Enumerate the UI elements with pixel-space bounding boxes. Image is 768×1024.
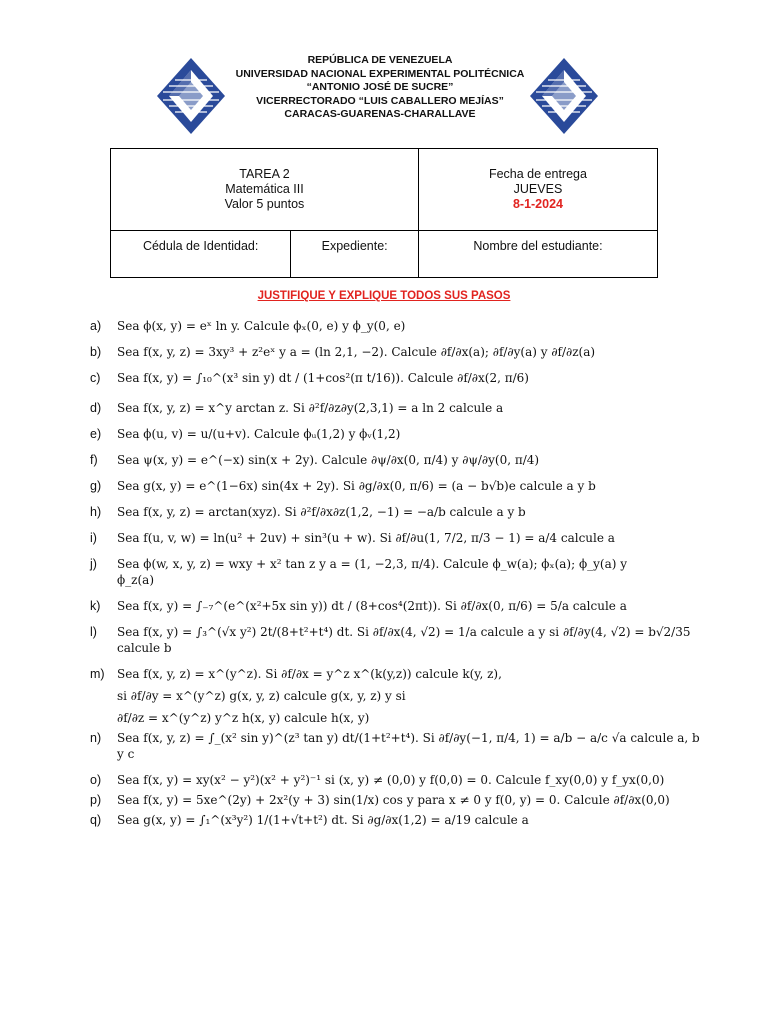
problem-statement — [117, 556, 707, 588]
student-name-label: Nombre del estudiante: — [473, 239, 603, 253]
problem-label: h) — [90, 505, 102, 519]
problem-item — [90, 792, 710, 808]
problem-statement: Sea ϕ(u, v) = u/(u+v). Calcule ϕᵤ(1,2) y ϕᵥ(1,2) — [117, 427, 401, 441]
problem-statement: Sea ϕ(x, y) = eˣ ln y. Calcule ϕₓ(0, e) y ϕ_y(0, e) — [117, 319, 406, 333]
problem-label: m) — [90, 667, 105, 681]
points-label: Valor 5 puntos — [224, 197, 305, 211]
problem-item — [90, 504, 710, 520]
problem-item — [90, 530, 710, 546]
student-name-field[interactable] — [418, 231, 657, 278]
problem-statement: Sea f(x, y, z) = arctan(xyz). Si ∂²f/∂x∂z(1,2, −1) = −a/b calcule a y b — [117, 505, 526, 519]
file-number-field[interactable] — [291, 231, 419, 278]
problem-label: p) — [90, 793, 102, 807]
file-number-label: Expediente: — [321, 239, 388, 253]
due-date-label: Fecha de entrega — [488, 167, 587, 181]
id-number-field[interactable] — [111, 231, 291, 278]
assignment-info-cell — [111, 149, 419, 231]
problem-item — [90, 318, 710, 334]
header-line-namesake: “ANTONIO JOSÉ DE SUCRE” — [306, 81, 454, 93]
problem-list — [90, 318, 710, 838]
problem-statement: Sea f(x, y) = ∫₋₇^(e^(x²+5x sin y)) dt / (8+cos⁴(2πt)). Si ∂f/∂x(0, π/6) = 5/a calcule a — [117, 599, 627, 613]
problem-item — [90, 730, 710, 762]
problem-item — [90, 344, 710, 360]
problem-label: e) — [90, 427, 102, 441]
problem-item — [90, 666, 710, 726]
problem-statement: Sea g(x, y) = ∫₁^(x³y²) 1/(1+√t+t²) dt. Si ∂g/∂x(1,2) = a/19 calcule a — [117, 813, 529, 827]
problem-statement: Sea f(x, y) = ∫₁₀^(x³ sin y) dt / (1+cos²(π t/16)). Calcule ∂f/∂x(2, π/6) — [117, 371, 529, 385]
problem-item — [90, 598, 710, 614]
problem-label: a) — [90, 319, 102, 333]
problem-statement-continuation: ∂f/∂z = x^(y^z) y^z h(x, y) calcule h(x, y) — [117, 711, 370, 725]
problem-statement: Sea f(x, y) = 5xe^(2y) + 2x²(y + 3) sin(1/x) cos y para x ≠ 0 y f(0, y) = 0. Calcule ∂f/∂x(0,0) — [117, 793, 670, 807]
instruction-heading: JUSTIFIQUE Y EXPLIQUE TODOS SUS PASOS — [257, 290, 511, 302]
problem-item — [90, 370, 710, 386]
problem-statement-continuation: si ∂f/∂y = x^(y^z) g(x, y, z) calcule g(x, y, z) y si — [117, 689, 406, 703]
problem-item — [90, 478, 710, 494]
problem-label: d) — [90, 401, 102, 415]
problem-label: b) — [90, 345, 102, 359]
problem-label: f) — [90, 453, 98, 467]
header-line-university: UNIVERSIDAD NACIONAL EXPERIMENTAL POLITÉCNICA — [235, 67, 525, 80]
problem-label: k) — [90, 599, 101, 613]
problem-statement: Sea ψ(x, y) = e^(−x) sin(x + 2y). Calcule ∂ψ/∂x(0, π/4) y ∂ψ/∂y(0, π/4) — [117, 453, 540, 467]
university-logo-right — [528, 56, 600, 136]
problem-statement: Sea f(x, y) = ∫₃^(√x y²) 2t/(8+t²+t⁴) dt. Si ∂f/∂x(4, √2) = 1/a calcule a y si ∂f/∂y(4, √2) = b√2/35 calcule b — [117, 625, 691, 655]
problem-item — [90, 426, 710, 442]
problem-statement-line: Sea f(x, y, z) = x^(y^z). Si ∂f/∂x = y^z x^(k(y,z)) calcule k(y, z), — [117, 667, 502, 681]
header-line-vicerrectorado: VICERRECTORADO “LUIS CABALLERO MEJÍAS” — [256, 94, 504, 107]
due-day: JUEVES — [513, 182, 563, 196]
problem-label: c) — [90, 371, 101, 385]
subject-label: Matemática III — [225, 182, 304, 196]
problem-item — [90, 556, 710, 588]
problem-statement: Sea f(x, y) = xy(x² − y²)(x² + y²)⁻¹ si (x, y) ≠ (0,0) y f(0,0) = 0. Calcule f_xy(0,0) y f_yx(0,0) — [117, 773, 665, 787]
problem-label: j) — [90, 557, 97, 571]
problem-label: l) — [90, 625, 97, 639]
problem-label: g) — [90, 479, 102, 493]
due-date-value: 8-1-2024 — [512, 197, 563, 211]
university-logo-left — [155, 56, 227, 136]
problem-label: i) — [90, 531, 97, 545]
header-line-country: REPÚBLICA DE VENEZUELA — [307, 54, 453, 66]
problem-statement-continuation: ϕ_z(a) — [117, 573, 155, 587]
id-number-label: Cédula de Identidad: — [142, 239, 259, 253]
problem-statement-line: Sea ϕ(w, x, y, z) = wxy + x² tan z y a = (1, −2,3, π/4). Calcule ϕ_w(a); ϕₓ(a); ϕ_y(a) y — [117, 557, 628, 571]
problem-label: n) — [90, 731, 102, 745]
due-date-cell — [418, 149, 657, 231]
header-line-campus: CARACAS-GUARENAS-CHARALLAVE — [284, 108, 476, 120]
problem-statement: Sea f(x, y, z) = ∫_(x² sin y)^(z³ tan y) dt/(1+t²+t⁴). Si ∂f/∂y(−1, π/4, 1) = a/b − a/c √a calcule a, b y c — [117, 731, 700, 761]
problem-item — [90, 772, 710, 788]
problem-item — [90, 452, 710, 468]
problem-item — [90, 624, 710, 656]
assignment-info-table — [110, 148, 658, 278]
problem-statement: Sea f(x, y, z) = x^y arctan z. Si ∂²f/∂z∂y(2,3,1) = a ln 2 calcule a — [117, 401, 504, 415]
problem-item — [90, 812, 710, 828]
problem-label: q) — [90, 813, 102, 827]
problem-statement: Sea g(x, y) = e^(1−6x) sin(4x + 2y). Si ∂g/∂x(0, π/6) = (a − b√b)e calcule a y b — [117, 479, 596, 493]
problem-label: o) — [90, 773, 102, 787]
problem-item — [90, 400, 710, 416]
problem-statement — [117, 666, 707, 726]
problem-statement: Sea f(u, v, w) = ln(u² + 2uv) + sin³(u + w). Si ∂f/∂u(1, 7/2, π/3 − 1) = a/4 calcule a — [117, 531, 615, 545]
task-label: TAREA 2 — [239, 167, 290, 181]
problem-statement: Sea f(x, y, z) = 3xy³ + z²eˣ y a = (ln 2,1, −2). Calcule ∂f/∂x(a); ∂f/∂y(a) y ∂f/∂z(a) — [117, 345, 596, 359]
institution-header — [230, 54, 530, 122]
